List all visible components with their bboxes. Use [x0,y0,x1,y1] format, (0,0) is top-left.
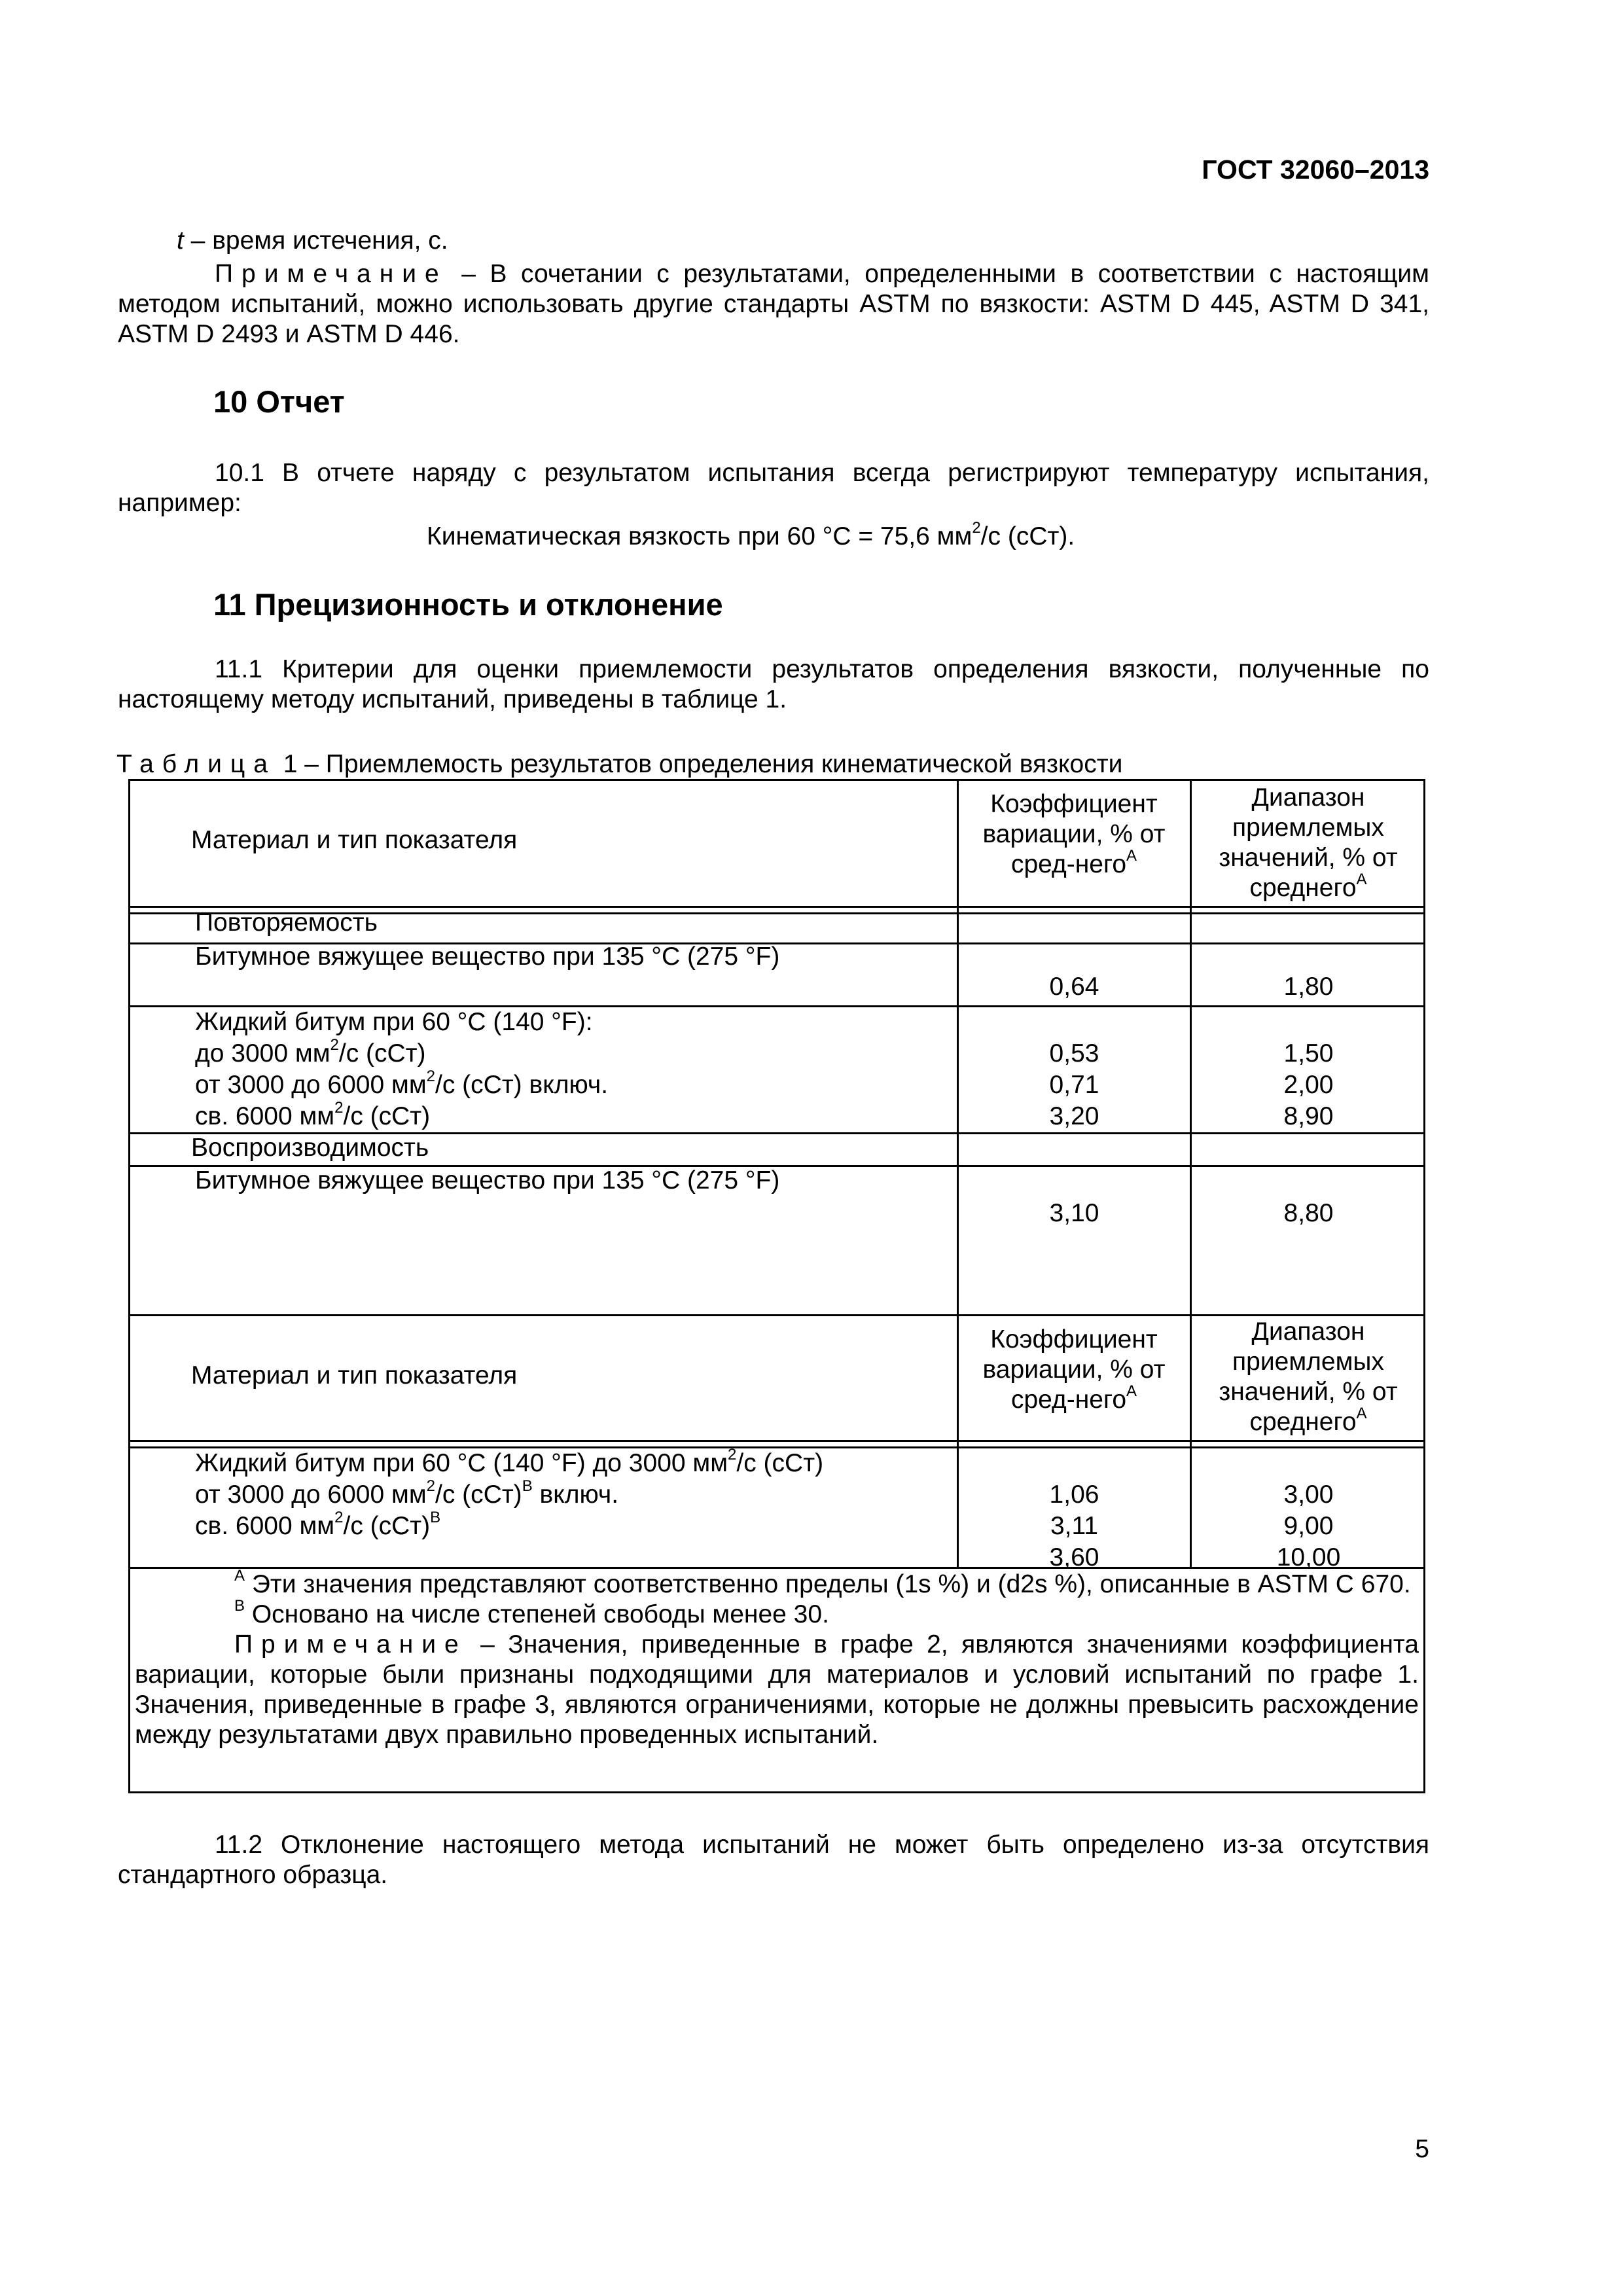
footnote-b: $^B$ Основано на числе степеней свободы менее 30. [234,1597,829,1628]
section-10-heading: 10 Отчет [213,384,345,419]
repro-liquid-labels: Жидкий битум при 60 °С (140 °F) до 3000 $мм^2/с$ (сСт) от 3000 до 6000 $мм^2/с$ (сСт)$^B$ включ. св. 6000 $мм^2/с$ (сСт)$^B$ [195,1446,824,1540]
footnote-a: $^A$ Эти значения представляют соответственно пределы (1s %) и (d2s %), описанные в ASTM С 670. [234,1567,1411,1598]
repro-liquid-range: 3,00 9,00 10,00 [1276,1480,1341,1571]
rep-liquid-cv: 0,53 0,71 3,20 [1049,1039,1099,1130]
intro-note: Примечание – В сочетании с результатами, определенными в соответствии с настоящим методом испытаний, можно использовать другие стандарты ASTM по вязкости: ASTM D 445, ASTM D 341, ASTM D 2493 и ASTM D 446. [118,260,1429,348]
repro-liquid-cv: 1,06 3,11 3,60 [1049,1480,1099,1571]
rep-liquid-labels: Жидкий битум при 60 °С (140 °F): до 3000 $мм^2/с$ (сСт) от 3000 до 6000 $мм^2/с$ (сСт) включ. св. 6000 $мм^2/с$ (сСт) [195,1008,609,1130]
col1-header-repeat: Материал и тип показателя [191,1361,518,1390]
reproducibility-label: Воспроизводимость [191,1134,429,1162]
section-11-heading: 11 Прецизионность и отклонение [213,587,723,622]
section-11-para-2: 11.2 Отклонение настоящего метода испытаний не может быть определено из-за отсутствия стандартного образца. [118,1831,1429,1889]
rep-binder-cv: 0,64 [1049,973,1099,1001]
col3-header-repeat: Диапазон приемлемых значений, % от среднего$^A$ [1219,1318,1398,1436]
table-note: Примечание – Значения, приведенные в графе 2, являются значениями коэффициента вариации, которые были признаны подходящими для материалов и условий испытаний по графе 1. Значения, приведенные в графе 3, являются ограничениями, которые не должны превысить расхождение между результатами двух правильно проведенных испытаний. [135,1630,1419,1749]
table-footnotes [135,1567,1419,1750]
page-number: 5 [1415,2135,1429,2163]
viscosity-formula: Кинематическая вязкость при 60 °С = 75,6 $мм^2/с$ (сСт). [427,519,1075,550]
col2-header: Коэффициент вариации, % от сред-него$^A$ [982,790,1166,878]
col2-header-repeat: Коэффициент вариации, % от сред-него$^A$ [982,1325,1166,1414]
rep-binder-label: Битумное вяжущее вещество при 135 °С (275 °F) [195,942,780,971]
document-code: ГОСТ 32060–2013 [1202,154,1429,185]
section-11-para-1: 11.1 Критерии для оценки приемлемости результатов определения вязкости, полученные по настоящему методу испытаний, приведены в таблице 1. [118,655,1429,713]
repro-binder-range: 8,80 [1283,1199,1334,1227]
repro-binder-cv: 3,10 [1049,1199,1099,1227]
rep-liquid-range: 1,50 2,00 8,90 [1283,1039,1334,1130]
col1-header: Материал и тип показателя [191,826,518,854]
note-label: Примечание [215,260,448,288]
rep-binder-range: 1,80 [1283,973,1334,1001]
section-10-para: 10.1 В отчете наряду с результатом испытания всегда регистрируют температуру испытания, например: [118,459,1429,517]
col3-header: Диапазон приемлемых значений, % от среднего$^A$ [1219,783,1398,902]
repro-binder-label: Битумное вяжущее вещество при 135 °С (275 °F) [195,1166,780,1194]
table-caption: Таблица 1 – Приемлемость результатов определения кинематической вязкости [116,750,1123,778]
t-definition: t – время истечения, с. [177,226,448,255]
repeatability-label: Повторяемость [195,908,378,937]
t-symbol: t [177,226,184,255]
